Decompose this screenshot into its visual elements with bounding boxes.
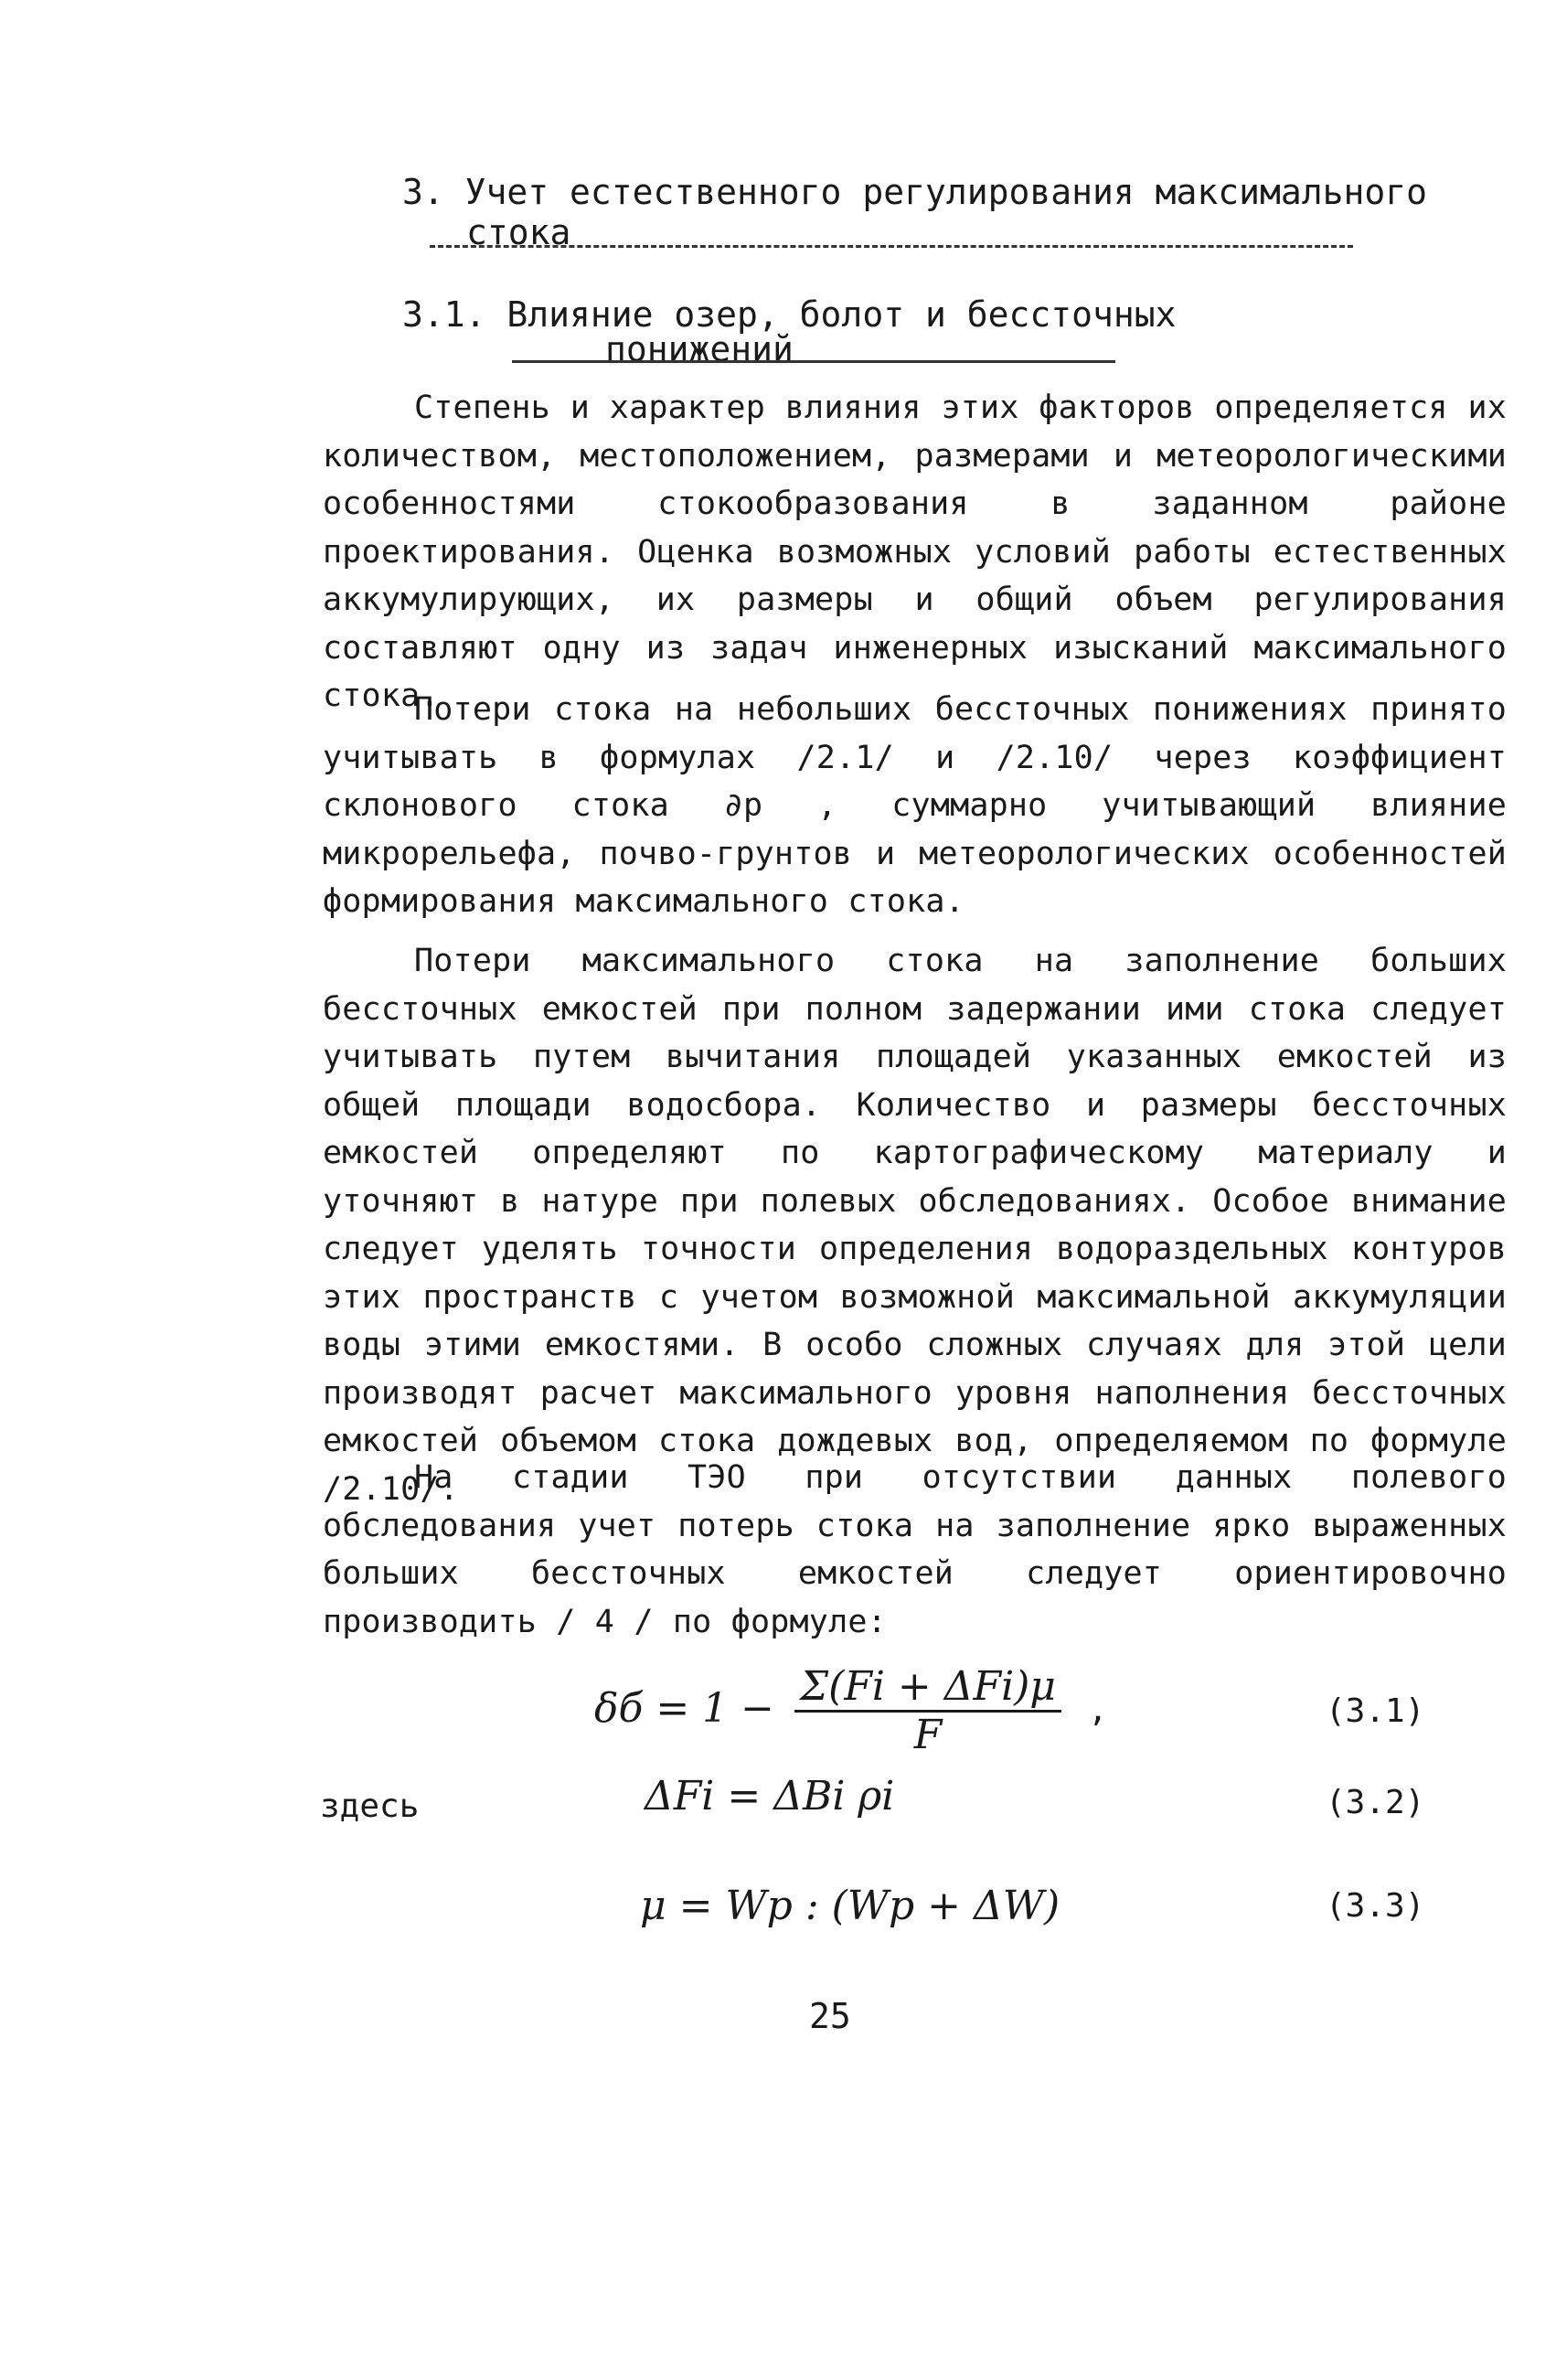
page-number: 25	[809, 1996, 851, 2036]
where-label: здесь	[320, 1788, 420, 1825]
formula-3-1	[594, 1664, 1069, 1758]
subsection-heading-line2: понижений	[605, 329, 794, 369]
formula-3-1-fraction	[794, 1664, 1061, 1758]
section-heading-line2: стока	[466, 212, 571, 252]
equation-number-3-2: (3.2)	[1326, 1784, 1425, 1821]
equation-number-3-3: (3.3)	[1326, 1887, 1425, 1925]
section-heading	[402, 172, 1454, 252]
section-heading-underline	[430, 245, 1353, 248]
subsection-heading	[402, 294, 1177, 369]
formula-3-1-numerator: Σ(Fi + ΔFi)μ	[794, 1664, 1061, 1713]
formula-3-1-comma: ,	[1088, 1692, 1108, 1729]
subsection-heading-underline	[512, 360, 1115, 363]
subsection-heading-line1: 3.1. Влияние озер, болот и бессточных	[402, 294, 1177, 335]
formula-3-2: ΔFi = ΔBi ρi	[645, 1773, 895, 1820]
formula-3-3: μ = Wp : (Wp + ΔW)	[640, 1883, 1060, 1929]
paragraph-4: На стадии ТЭО при отсутствии данных полевого обследования учет потерь стока на заполнение ярко выраженных больших бессточных емкостей следует ориентировочно производить / 4 / по формуле:	[323, 1459, 1507, 1640]
paragraph-1: Степень и характер влияния этих факторов определяется их количеством, местоположением, размерами и метеорологическими особенностями стокообразования в заданном районе проектирования. Оценка возможных условий работы естественных аккумулирующих, их размеры и общий объем регулирования составляют одну из задач инженерных изысканий максимального стока.	[323, 390, 1507, 714]
equation-number-3-1: (3.1)	[1326, 1692, 1425, 1730]
section-heading-line1: 3. Учет естественного регулирования максимального	[402, 172, 1428, 212]
formula-3-1-lhs: δб = 1 −	[594, 1685, 775, 1732]
paragraph-2: Потери стока на небольших бессточных понижениях принято учитывать в формулах /2.1/ и /2.10/ через коэффициент склонового стока ∂p , суммарно учитывающий влияние микрорельефа, почво-грунтов и метеорологических особенностей формирования максимального стока.	[323, 691, 1507, 920]
formula-3-1-denominator: F	[913, 1712, 943, 1758]
paragraph-3: Потери максимального стока на заполнение больших бессточных емкостей при полном задержании ими стока следует учитывать путем вычитания площадей указанных емкостей из общей площади водосбора. Количество и размеры бессточных емкостей определяют по картографическому материалу и уточняют в натуре при полевых обследованиях. Особое внимание следует уделять точности определения водораздельных контуров этих пространств с учетом возможной максимальной аккумуляции воды этими емкостями. В особо сложных случаях для этой цели производят расчет максимального уровня наполнения бессточных емкостей объемом стока дождевых вод, определяемом по формуле /2.10/.	[323, 943, 1507, 1508]
